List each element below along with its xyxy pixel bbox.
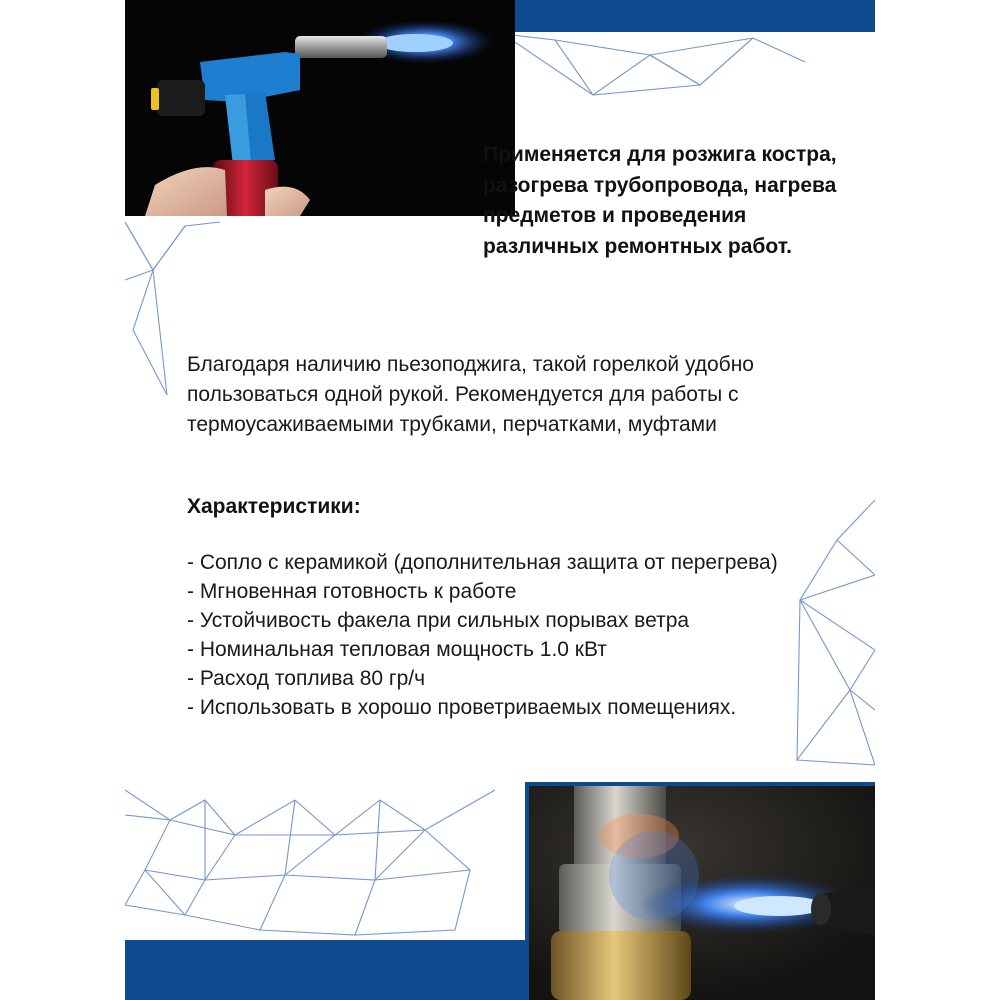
lead-paragraph: Применяется для розжига костра, разогрева трубопровода, нагрева предметов и проведения различных ремонтных работ. bbox=[483, 143, 837, 258]
spec-item: - Номинальная тепловая мощность 1.0 кВт bbox=[187, 638, 607, 661]
spec-item: - Устойчивость факела при сильных порывах ветра bbox=[187, 609, 690, 632]
specs-list bbox=[187, 548, 827, 722]
spec-item: - Мгновенная готовность к работе bbox=[187, 580, 517, 603]
pipe-heating-photo bbox=[525, 782, 875, 1000]
description-paragraph: Благодаря наличию пьезоподжига, такой горелкой удобно пользоваться одной рукой. Рекомендуется для работы с термоусаживаемыми трубками, перчатками, муфтами bbox=[187, 353, 754, 436]
spec-item: - Использовать в хорошо проветриваемых помещениях. bbox=[187, 696, 737, 719]
product-card bbox=[125, 0, 875, 1000]
spec-item: - Сопло с керамикой (дополнительная защита от перегрева) bbox=[187, 551, 778, 574]
torch-photo bbox=[125, 0, 515, 216]
specs-heading: Характеристики: bbox=[187, 495, 361, 518]
spec-item: - Расход топлива 80 гр/ч bbox=[187, 667, 426, 690]
top-accent-band bbox=[515, 0, 875, 32]
